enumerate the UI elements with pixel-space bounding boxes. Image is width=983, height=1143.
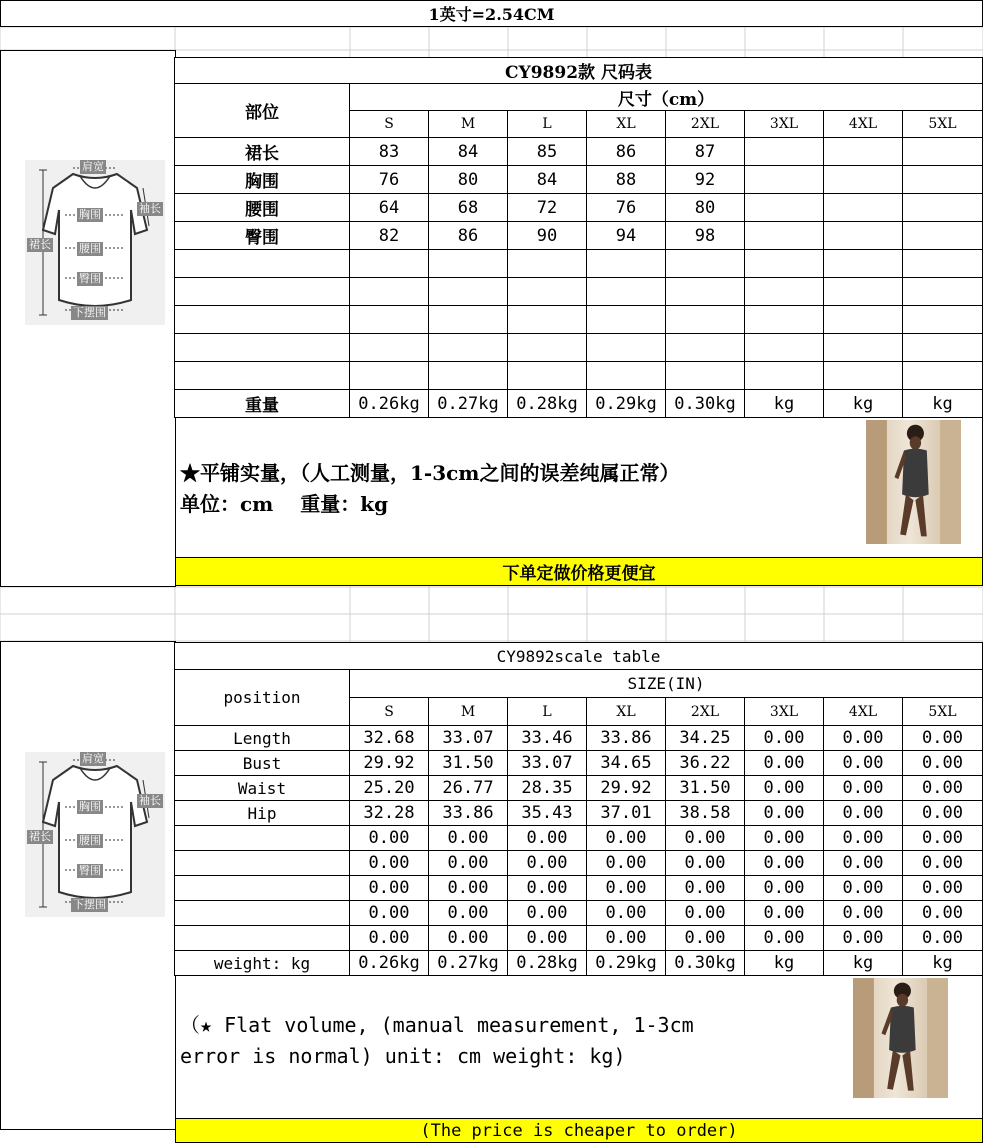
in_table-weight-cell: 0.30kg bbox=[665, 950, 745, 976]
in_table-banner: (The price is cheaper to order) bbox=[175, 1118, 983, 1143]
dress-diagram-top bbox=[25, 160, 165, 325]
diagram-label-shoulder: 肩宽 bbox=[82, 752, 104, 765]
in_table-value-cell: 0.00 bbox=[823, 925, 903, 951]
diagram-label-length: 裙长 bbox=[29, 830, 51, 843]
in_table-value-cell: 0.00 bbox=[823, 875, 903, 901]
cm_table-value-cell bbox=[902, 137, 983, 166]
in_table-value-cell: 0.00 bbox=[428, 875, 508, 901]
cm_table-value-cell bbox=[902, 361, 983, 390]
cm_table-value-cell bbox=[823, 249, 903, 278]
cm_table-value-cell: 82 bbox=[349, 221, 429, 250]
size-header-2xl: 2XL bbox=[665, 110, 745, 138]
cm_table-row-label bbox=[174, 333, 350, 362]
cm_table-value-cell bbox=[349, 277, 429, 306]
cm_table-value-cell bbox=[744, 361, 824, 390]
cm_table-value-cell bbox=[349, 333, 429, 362]
diagram-label-sleeve: 袖长 bbox=[139, 794, 161, 807]
in_table-model-photo bbox=[853, 978, 948, 1098]
in_table-weight-cell: kg bbox=[744, 950, 824, 976]
diagram-label-waist: 腰围 bbox=[79, 242, 101, 255]
cm_table-row-label: 臀围 bbox=[174, 221, 350, 250]
in_table-value-cell: 32.68 bbox=[349, 725, 429, 751]
dress-diagram-bottom bbox=[25, 752, 165, 917]
in_table-row-label bbox=[174, 825, 350, 851]
in_table-value-cell: 37.01 bbox=[586, 800, 666, 826]
diagram-label-hem: 下摆围 bbox=[73, 306, 106, 319]
in_table-value-cell: 33.07 bbox=[428, 725, 508, 751]
in_table-value-cell: 0.00 bbox=[665, 850, 745, 876]
size-header-s: S bbox=[349, 697, 429, 726]
cm_table-value-cell bbox=[428, 333, 508, 362]
in_table-value-cell: 0.00 bbox=[902, 900, 983, 926]
cm_table-value-cell bbox=[744, 305, 824, 334]
cm_table-value-cell bbox=[823, 165, 903, 194]
in_table-value-cell: 0.00 bbox=[902, 875, 983, 901]
cm_table-value-cell: 76 bbox=[586, 193, 666, 222]
cm_table-value-cell bbox=[349, 305, 429, 334]
cm_table-row-label bbox=[174, 249, 350, 278]
in_table-row-label: Length bbox=[174, 725, 350, 751]
cm_table-size-label: 尺寸（cm） bbox=[349, 83, 983, 111]
in_table-weight-cell: kg bbox=[902, 950, 983, 976]
cm_table-value-cell: 87 bbox=[665, 137, 745, 166]
in_table-value-cell: 36.22 bbox=[665, 750, 745, 776]
in_table-value-cell: 0.00 bbox=[902, 750, 983, 776]
in_table-value-cell: 0.00 bbox=[823, 800, 903, 826]
in_table-value-cell: 0.00 bbox=[744, 800, 824, 826]
cm_table-value-cell bbox=[823, 361, 903, 390]
in_table-value-cell: 0.00 bbox=[744, 925, 824, 951]
in_table-value-cell: 0.00 bbox=[902, 925, 983, 951]
in_table-weight-label: weight: kg bbox=[174, 950, 350, 976]
cm_table-weight-cell: 0.26kg bbox=[349, 389, 429, 418]
cm_table-value-cell: 84 bbox=[507, 165, 587, 194]
cm_table-weight-cell: kg bbox=[902, 389, 983, 418]
in_table-row-label bbox=[174, 900, 350, 926]
in_table-value-cell: 0.00 bbox=[744, 825, 824, 851]
cm_table-value-cell bbox=[902, 305, 983, 334]
in_table-value-cell: 0.00 bbox=[823, 725, 903, 751]
cm_table-value-cell bbox=[902, 193, 983, 222]
cm_table-value-cell bbox=[902, 221, 983, 250]
size-header-4xl: 4XL bbox=[823, 110, 903, 138]
in_table-value-cell: 0.00 bbox=[507, 900, 587, 926]
cm_table-value-cell: 80 bbox=[428, 165, 508, 194]
in_table-row-label bbox=[174, 925, 350, 951]
size-header-xl: XL bbox=[586, 110, 666, 138]
diagram-label-chest: 胸围 bbox=[79, 208, 101, 221]
in_table-value-cell: 0.00 bbox=[665, 875, 745, 901]
in_table-value-cell: 0.00 bbox=[507, 925, 587, 951]
in_table-title: CY9892scale table bbox=[174, 642, 983, 670]
size-header-5xl: 5XL bbox=[902, 697, 983, 726]
in_table-value-cell: 0.00 bbox=[823, 900, 903, 926]
in_table-value-cell: 31.50 bbox=[665, 775, 745, 801]
cm_table-value-cell bbox=[665, 277, 745, 306]
in_table-position-label: position bbox=[174, 669, 350, 726]
in_table-weight-cell: 0.27kg bbox=[428, 950, 508, 976]
cm_table-value-cell bbox=[823, 305, 903, 334]
in_table-value-cell: 0.00 bbox=[586, 875, 666, 901]
cm_table-weight-cell: kg bbox=[823, 389, 903, 418]
in_table-value-cell: 0.00 bbox=[349, 850, 429, 876]
cm_table-value-cell bbox=[744, 249, 824, 278]
size-header-2xl: 2XL bbox=[665, 697, 745, 726]
cm_table-value-cell bbox=[823, 221, 903, 250]
in_table-value-cell: 0.00 bbox=[744, 850, 824, 876]
cm_table-value-cell: 80 bbox=[665, 193, 745, 222]
in_table-row-label: Hip bbox=[174, 800, 350, 826]
in_table-value-cell: 0.00 bbox=[744, 875, 824, 901]
in_table-value-cell: 0.00 bbox=[586, 850, 666, 876]
cm_table-value-cell bbox=[586, 333, 666, 362]
in_table-value-cell: 0.00 bbox=[428, 925, 508, 951]
diagram-label-hip: 臀围 bbox=[79, 864, 101, 877]
in_table-value-cell: 0.00 bbox=[823, 850, 903, 876]
in_table-value-cell: 33.46 bbox=[507, 725, 587, 751]
in_table-value-cell: 0.00 bbox=[665, 900, 745, 926]
size-header-l: L bbox=[507, 697, 587, 726]
in_table-value-cell: 0.00 bbox=[665, 825, 745, 851]
cm_table-note-line-1: ★平铺实量，（人工测量，1-3cm之间的误差纯属正常） bbox=[180, 461, 680, 485]
in_table-value-cell: 0.00 bbox=[586, 925, 666, 951]
in_table-value-cell: 0.00 bbox=[744, 900, 824, 926]
cm_table-value-cell bbox=[744, 333, 824, 362]
in_table-value-cell: 0.00 bbox=[507, 825, 587, 851]
diagram-label-shoulder: 肩宽 bbox=[82, 160, 104, 173]
size-header-4xl: 4XL bbox=[823, 697, 903, 726]
cm_table-value-cell bbox=[507, 333, 587, 362]
in_table-row-label: Bust bbox=[174, 750, 350, 776]
in_table-value-cell: 0.00 bbox=[428, 850, 508, 876]
cm_table-weight-cell: 0.27kg bbox=[428, 389, 508, 418]
cm_table-value-cell bbox=[586, 277, 666, 306]
cm_table-value-cell bbox=[823, 137, 903, 166]
cm_table-value-cell: 83 bbox=[349, 137, 429, 166]
cm_table-value-cell: 94 bbox=[586, 221, 666, 250]
cm_table-value-cell bbox=[902, 165, 983, 194]
in_table-value-cell: 29.92 bbox=[349, 750, 429, 776]
in_table-value-cell: 0.00 bbox=[902, 800, 983, 826]
in_table-value-cell: 34.65 bbox=[586, 750, 666, 776]
in_table-value-cell: 0.00 bbox=[744, 775, 824, 801]
in_table-size-label: SIZE(IN) bbox=[349, 669, 983, 698]
cm_table-weight-label: 重量 bbox=[174, 389, 350, 418]
in_table-value-cell: 31.50 bbox=[428, 750, 508, 776]
cm_table-value-cell bbox=[507, 249, 587, 278]
cm_table-value-cell: 86 bbox=[428, 221, 508, 250]
in_table-value-cell: 0.00 bbox=[823, 825, 903, 851]
cm_table-value-cell bbox=[665, 305, 745, 334]
cm_table-value-cell bbox=[823, 277, 903, 306]
cm_table-banner: 下单定做价格更便宜 bbox=[175, 557, 983, 586]
cm_table-value-cell: 64 bbox=[349, 193, 429, 222]
in_table-value-cell: 0.00 bbox=[902, 825, 983, 851]
cm_table-row-label bbox=[174, 361, 350, 390]
cm_table-value-cell bbox=[665, 361, 745, 390]
in_table-value-cell: 26.77 bbox=[428, 775, 508, 801]
in_table-note-line-1: （★ Flat volume, (manual measurement, 1-3cm bbox=[180, 1013, 694, 1037]
in_table-row-label: Waist bbox=[174, 775, 350, 801]
cm_table-value-cell: 76 bbox=[349, 165, 429, 194]
in_table-value-cell: 0.00 bbox=[428, 900, 508, 926]
in_table-value-cell: 0.00 bbox=[902, 725, 983, 751]
cm_table-value-cell bbox=[586, 249, 666, 278]
in_table-value-cell: 0.00 bbox=[349, 925, 429, 951]
in_table-value-cell: 0.00 bbox=[349, 825, 429, 851]
in_table-value-cell: 33.86 bbox=[586, 725, 666, 751]
in_table-value-cell: 33.07 bbox=[507, 750, 587, 776]
cm_table-value-cell bbox=[586, 305, 666, 334]
in_table-value-cell: 0.00 bbox=[665, 925, 745, 951]
size-header-5xl: 5XL bbox=[902, 110, 983, 138]
in_table-weight-cell: kg bbox=[823, 950, 903, 976]
cm_table-value-cell bbox=[823, 193, 903, 222]
cm_table-position-label: 部位 bbox=[174, 83, 350, 138]
cm_table-title: CY9892款 尺码表 bbox=[174, 57, 983, 84]
in_table-weight-cell: 0.28kg bbox=[507, 950, 587, 976]
cm_table-value-cell bbox=[586, 361, 666, 390]
diagram-label-sleeve: 袖长 bbox=[139, 202, 161, 215]
cm_table-value-cell: 88 bbox=[586, 165, 666, 194]
in_table-value-cell: 0.00 bbox=[744, 725, 824, 751]
cm_table-value-cell bbox=[349, 361, 429, 390]
in_table-value-cell: 35.43 bbox=[507, 800, 587, 826]
cm_table-value-cell bbox=[744, 193, 824, 222]
diagram-label-waist: 腰围 bbox=[79, 834, 101, 847]
in_table-value-cell: 0.00 bbox=[428, 825, 508, 851]
cm_table-note-line-2: 单位：cm 重量：kg bbox=[180, 492, 389, 516]
cm_table-value-cell bbox=[428, 277, 508, 306]
cm_table-weight-cell: kg bbox=[744, 389, 824, 418]
cm_table-value-cell: 98 bbox=[665, 221, 745, 250]
cm_table-value-cell bbox=[507, 277, 587, 306]
cm_table-value-cell bbox=[744, 221, 824, 250]
size-header-m: M bbox=[428, 110, 508, 138]
cm_table-weight-cell: 0.28kg bbox=[507, 389, 587, 418]
in_table-value-cell: 33.86 bbox=[428, 800, 508, 826]
cm_table-row-label: 胸围 bbox=[174, 165, 350, 194]
size-header-m: M bbox=[428, 697, 508, 726]
diagram-label-length: 裙长 bbox=[29, 238, 51, 251]
cm_table-value-cell: 72 bbox=[507, 193, 587, 222]
cm_table-weight-cell: 0.30kg bbox=[665, 389, 745, 418]
in_table-value-cell: 0.00 bbox=[349, 900, 429, 926]
cm_table-value-cell bbox=[744, 277, 824, 306]
cm_table-row-label: 腰围 bbox=[174, 193, 350, 222]
cm_table-value-cell bbox=[507, 361, 587, 390]
cm_table-value-cell bbox=[428, 249, 508, 278]
size-header-3xl: 3XL bbox=[744, 697, 824, 726]
in_table-note-line-2: error is normal) unit: cm weight: kg) bbox=[180, 1044, 626, 1068]
in_table-row-label bbox=[174, 850, 350, 876]
cm_table-weight-cell: 0.29kg bbox=[586, 389, 666, 418]
cm_table-value-cell: 86 bbox=[586, 137, 666, 166]
diagram-label-chest: 胸围 bbox=[79, 800, 101, 813]
cm_table-value-cell: 85 bbox=[507, 137, 587, 166]
in_table-value-cell: 34.25 bbox=[665, 725, 745, 751]
cm_table-row-label bbox=[174, 277, 350, 306]
size-header-l: L bbox=[507, 110, 587, 138]
in_table-value-cell: 25.20 bbox=[349, 775, 429, 801]
diagram-label-hip: 臀围 bbox=[79, 272, 101, 285]
cm_table-value-cell: 68 bbox=[428, 193, 508, 222]
in_table-value-cell: 32.28 bbox=[349, 800, 429, 826]
cm_table-value-cell bbox=[349, 249, 429, 278]
size-header-s: S bbox=[349, 110, 429, 138]
cm_table-value-cell bbox=[902, 277, 983, 306]
cm_table-row-label: 裙长 bbox=[174, 137, 350, 166]
in_table-value-cell: 0.00 bbox=[586, 900, 666, 926]
in_table-value-cell: 0.00 bbox=[349, 875, 429, 901]
cm_table-value-cell bbox=[902, 333, 983, 362]
cm_table-row-label bbox=[174, 305, 350, 334]
cm_table-value-cell: 84 bbox=[428, 137, 508, 166]
cm_table-value-cell bbox=[902, 249, 983, 278]
cm_table-value-cell bbox=[428, 361, 508, 390]
in_table-weight-cell: 0.26kg bbox=[349, 950, 429, 976]
in_table-value-cell: 38.58 bbox=[665, 800, 745, 826]
unit-conversion-header: 1英寸=2.54CM bbox=[0, 0, 983, 27]
in_table-value-cell: 0.00 bbox=[902, 850, 983, 876]
in_table-value-cell: 0.00 bbox=[744, 750, 824, 776]
cm_table-value-cell bbox=[823, 333, 903, 362]
in_table-row-label bbox=[174, 875, 350, 901]
cm_table-value-cell: 90 bbox=[507, 221, 587, 250]
cm_table-value-cell: 92 bbox=[665, 165, 745, 194]
cm_table-value-cell bbox=[665, 249, 745, 278]
cm_table-value-cell bbox=[507, 305, 587, 334]
in_table-value-cell: 0.00 bbox=[507, 850, 587, 876]
in_table-value-cell: 28.35 bbox=[507, 775, 587, 801]
in_table-weight-cell: 0.29kg bbox=[586, 950, 666, 976]
size-header-xl: XL bbox=[586, 697, 666, 726]
cm_table-value-cell bbox=[428, 305, 508, 334]
in_table-value-cell: 29.92 bbox=[586, 775, 666, 801]
cm_table-value-cell bbox=[744, 137, 824, 166]
size-header-3xl: 3XL bbox=[744, 110, 824, 138]
cm_table-value-cell bbox=[665, 333, 745, 362]
in_table-value-cell: 0.00 bbox=[823, 775, 903, 801]
diagram-label-hem: 下摆围 bbox=[73, 898, 106, 911]
in_table-value-cell: 0.00 bbox=[902, 775, 983, 801]
cm_table-model-photo bbox=[866, 420, 961, 544]
in_table-value-cell: 0.00 bbox=[823, 750, 903, 776]
cm_table-value-cell bbox=[744, 165, 824, 194]
in_table-value-cell: 0.00 bbox=[586, 825, 666, 851]
in_table-value-cell: 0.00 bbox=[507, 875, 587, 901]
